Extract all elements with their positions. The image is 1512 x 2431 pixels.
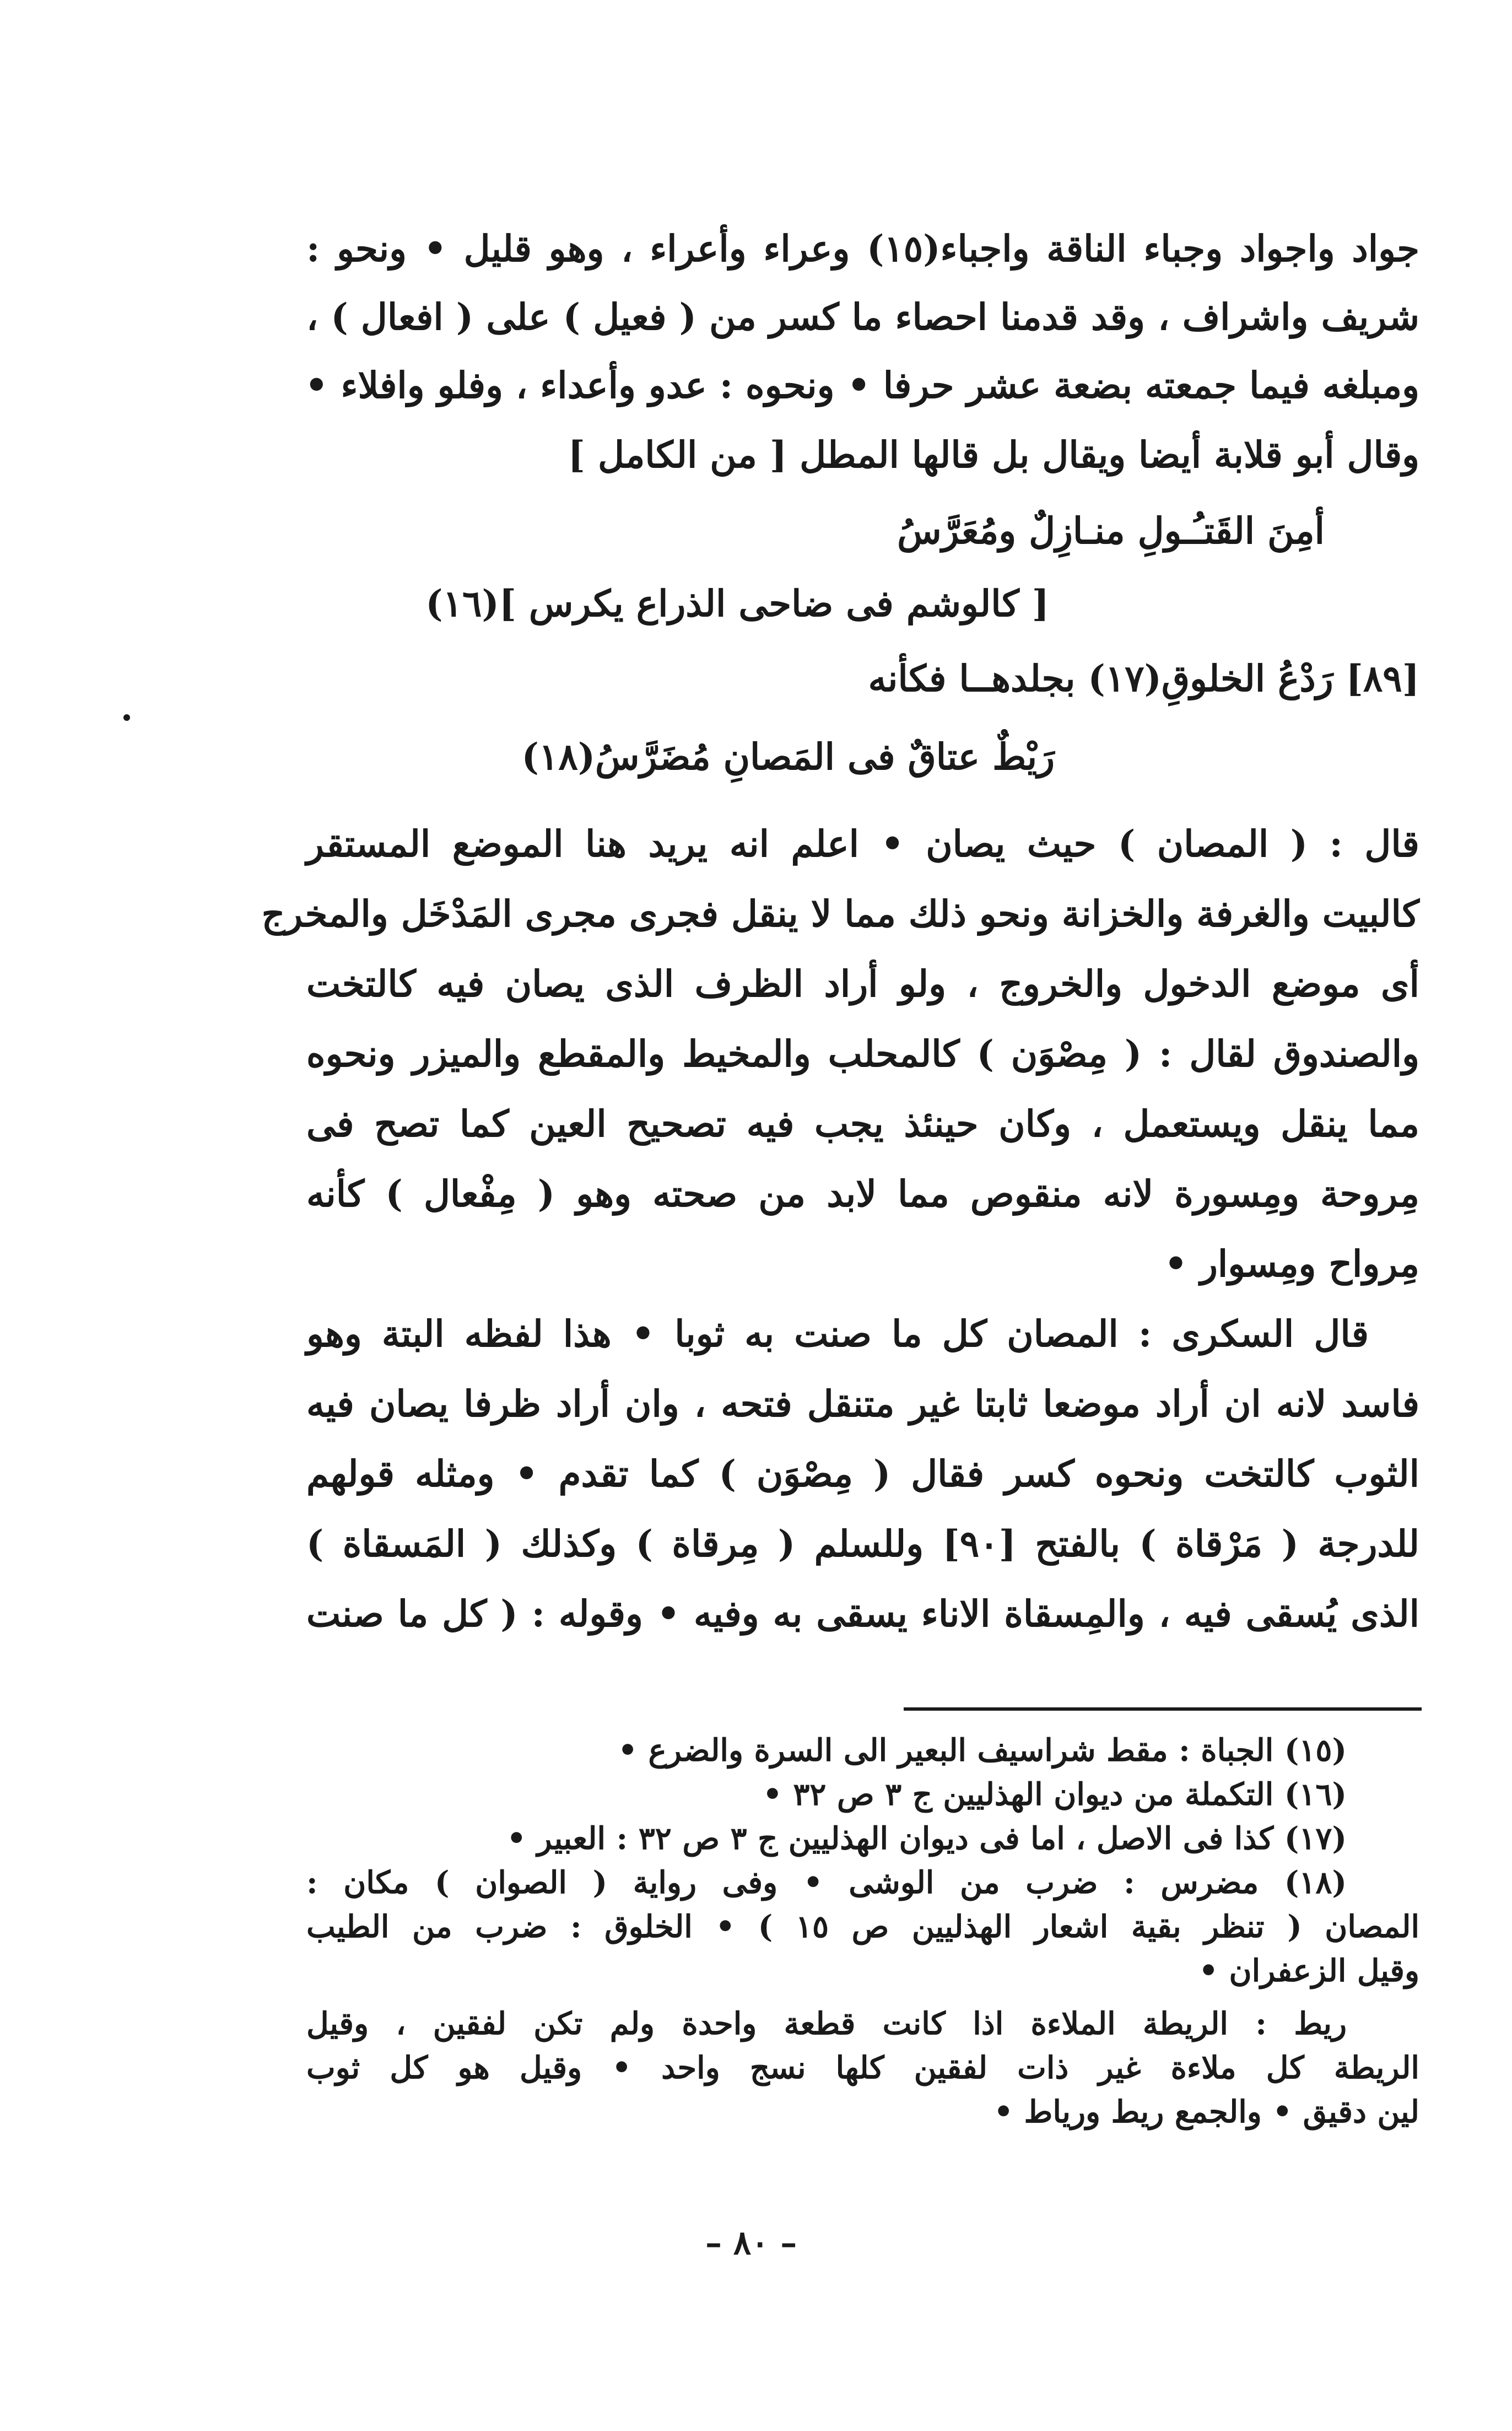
footnote-line: وقيل الزعفران • bbox=[1198, 1953, 1419, 1989]
body-line: أى موضع الدخول والخروج ، ولو أراد الظرف الذى يصان فيه كالتخت bbox=[306, 962, 1419, 1005]
body-line: الذى يُسقى فيه ، والمِسقاة الاناء يسقى به وفيه • وقوله : ( كل ما صنت bbox=[306, 1592, 1419, 1635]
body-line: للدرجة ( مَرْقاة ) بالفتح [٩٠] وللسلم ( مِرقاة ) وكذلك ( المَسقاة ) bbox=[306, 1522, 1419, 1565]
body-line: فاسد لانه ان أراد موضعا ثابتا غير متنقل فتحه ، وان أراد ظرفا يصان فيه bbox=[306, 1382, 1419, 1425]
body-line: والصندوق لقال : ( مِصْوَن ) كالمحلب والمخيط والمقطع والميزر ونحوه bbox=[306, 1032, 1419, 1075]
footnote-line: الريطة كل ملاءة غير ذات لفقين كلها نسج واحد • وقيل هو كل ثوب bbox=[306, 2050, 1419, 2086]
body-line: ومبلغه فيما جمعته بضعة عشر حرفا • ونحوه : عدو وأعداء ، وفلو وافلاء • bbox=[305, 364, 1419, 407]
body-line: كالبيت والغرفة والخزانة ونحو ذلك مما لا ينقل فجرى مجرى المَدْخَل والمخرج bbox=[261, 892, 1419, 935]
footnote-line: المصان ( تنظر بقية اشعار الهذليين ص ١٥ ) • الخلوق : ضرب من الطيب bbox=[306, 1909, 1419, 1945]
verse-line: [٨٩] رَدْعُ الخلوقِ(١٧) بجلدهــا فكأنه bbox=[868, 657, 1419, 700]
verse-line: [ كالوشم فى ضاحى الذراع يكرس ](١٦) bbox=[425, 582, 1049, 625]
verse-line: رَيْطٌ عتاقٌ فى المَصانِ مُضَرَّسُ(١٨) bbox=[521, 735, 1055, 778]
body-line: مِروحة ومِسورة لانه منقوص مما لابد من صحته وهو ( مِفْعال ) كأنه bbox=[306, 1172, 1419, 1215]
body-line: مِرواح ومِسوار • bbox=[1164, 1242, 1419, 1285]
body-line: مما ينقل ويستعمل ، وكان حينئذ يجب فيه تصحيح العين كما تصح فى bbox=[306, 1102, 1419, 1145]
body-line: قال : ( المصان ) حيث يصان • اعلم انه يريد هنا الموضع المستقر bbox=[306, 822, 1419, 865]
footnote-line: (١٥) الجباة : مقط شراسيف البعير الى السرة والضرع • bbox=[618, 1732, 1347, 1769]
body-line: وقال أبو قلابة أيضا ويقال بل قالها المطل [ من الكامل ] bbox=[568, 433, 1419, 476]
body-line: قال السكرى : المصان كل ما صنت به ثوبا • هذا لفظه البتة وهو bbox=[306, 1312, 1369, 1355]
verse-line: أمِنَ القَتـُـولِ منـازِلٌ ومُعَرَّسُ bbox=[897, 509, 1325, 552]
page-number: – ٨٠ – bbox=[705, 2224, 797, 2262]
footnote-line: (١٧) كذا فى الاصل ، اما فى ديوان الهذليين ج ٣ ص ٣٢ : العبير • bbox=[506, 1820, 1347, 1857]
body-line: الثوب كالتخت ونحوه كسر فقال ( مِصْوَن ) كما تقدم • ومثله قولهم bbox=[306, 1452, 1419, 1495]
footnote-line: (١٨) مضرس : ضرب من الوشى • وفى رواية ( الصوان ) مكان : bbox=[306, 1864, 1347, 1901]
stray-mark bbox=[123, 714, 130, 721]
body-line: شريف واشراف ، وقد قدمنا احصاء ما كسر من ( فعيل ) على ( افعال ) ، bbox=[306, 295, 1419, 338]
footnote-line: لين دقيق • والجمع ريط ورياط • bbox=[993, 2094, 1419, 2130]
body-line: جواد واجواد وجباء الناقة واجباء(١٥) وعراء وأعراء ، وهو قليل • ونحو : bbox=[306, 227, 1420, 270]
footnote-line: ريط : الريطة الملاءة اذا كانت قطعة واحدة ولم تكن لفقين ، وقيل bbox=[306, 2006, 1347, 2042]
footnote-line: (١٦) التكملة من ديوان الهذليين ج ٣ ص ٣٢ • bbox=[763, 1776, 1347, 1813]
footnote-separator bbox=[904, 1707, 1422, 1711]
